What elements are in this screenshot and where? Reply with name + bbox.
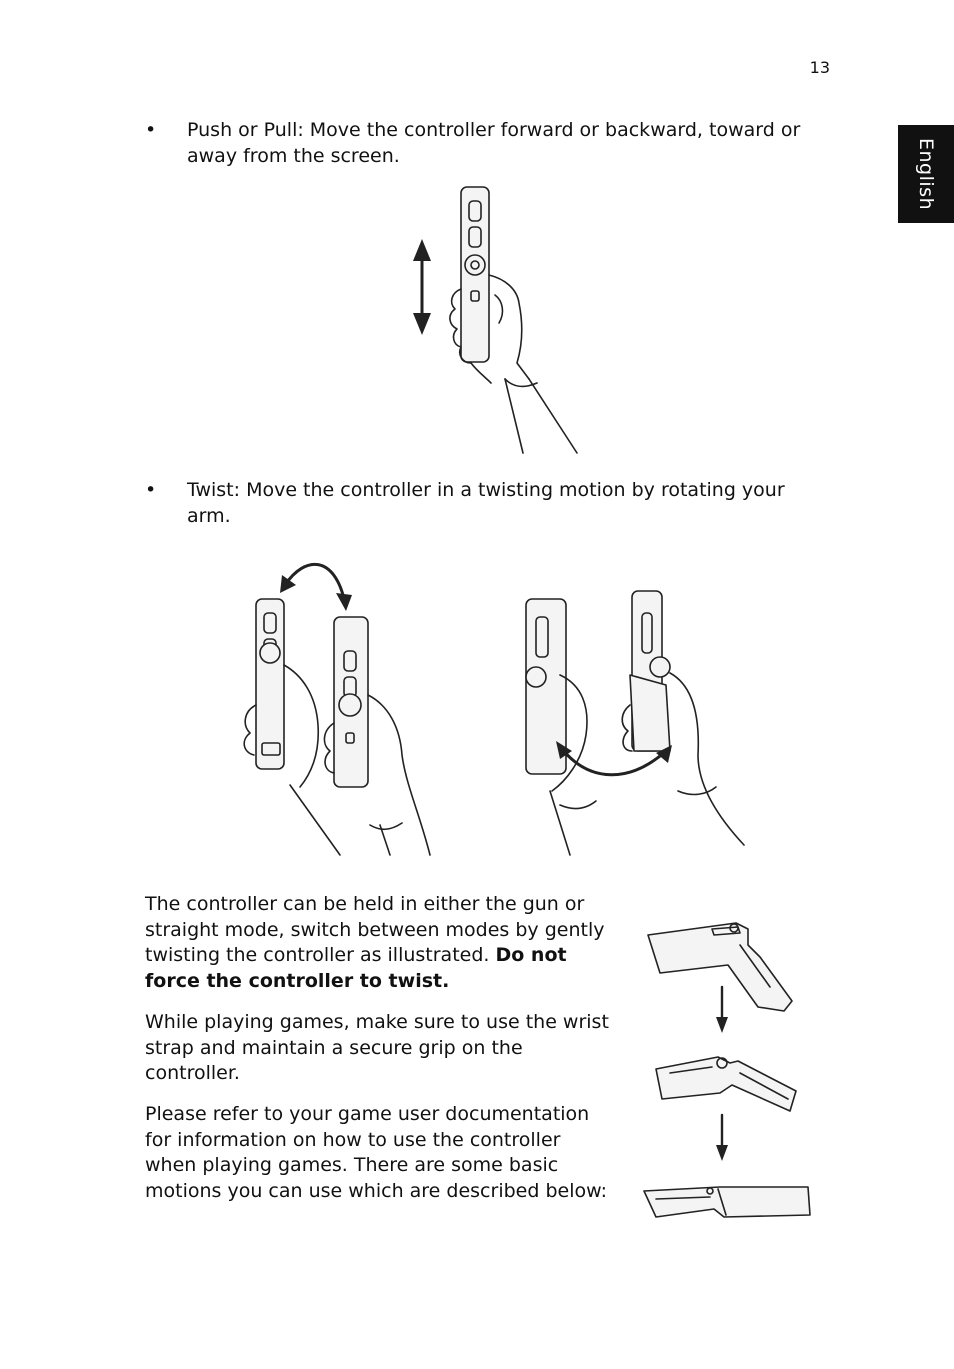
bullet-text: Twist: Move the controller in a twisting motion by rotating your arm. <box>187 479 785 527</box>
language-tab <box>898 125 954 223</box>
bullet-text: Push or Pull: Move the controller forward or backward, toward or away from the screen. <box>187 119 801 167</box>
bullet-twist <box>145 478 825 529</box>
paragraph-modes <box>145 892 615 994</box>
push-pull-illustration <box>405 183 585 458</box>
language-tab-label: English <box>915 137 937 211</box>
paragraph-modes-warning: Do not force the controller to twist. <box>145 944 567 992</box>
bullet-push-pull <box>145 118 825 169</box>
mode-switch-illustration <box>640 915 820 1225</box>
twist-illustration <box>230 555 750 860</box>
bullet-marker: • <box>145 479 157 501</box>
bullet-marker: • <box>145 119 157 141</box>
paragraph-modes-text: The controller can be held in either the gun or straight mode, switch between modes by gently twisting the controller as illustrated. <box>145 893 605 966</box>
page-number: 13 <box>809 58 830 77</box>
paragraph-wrist-strap: While playing games, make sure to use the wrist strap and maintain a secure grip on the controller. <box>145 1011 609 1084</box>
paragraph-game-docs: Please refer to your game user documentation for information on how to use the controller when playing games. There are some basic motions you can use which are described below: <box>145 1103 608 1202</box>
